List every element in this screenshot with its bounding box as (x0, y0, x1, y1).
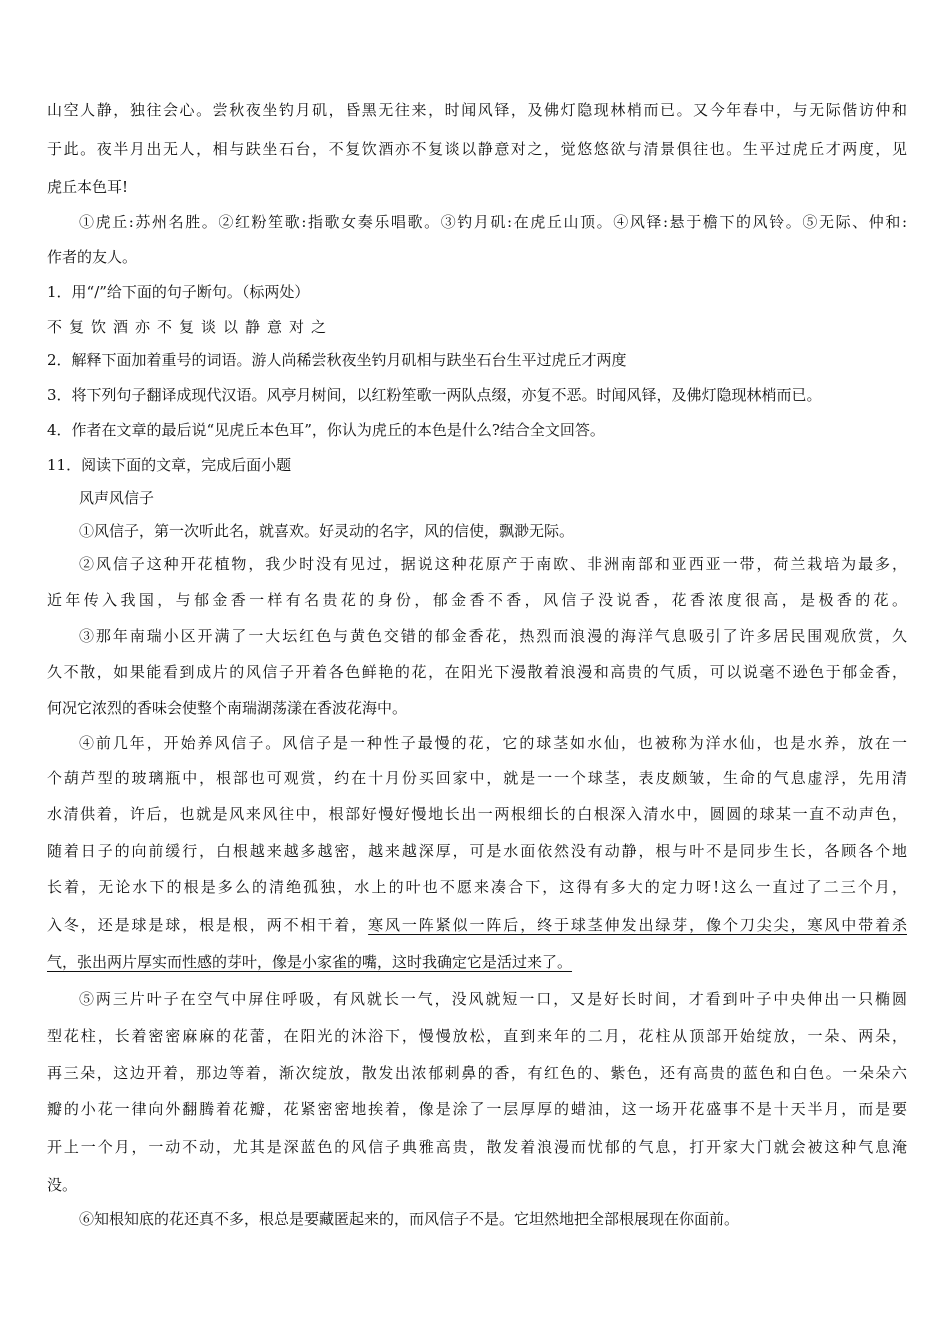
question-3: 3．将下列句子翻译成现代汉语。风亭月树间，以红粉笙歌一两队点缀，亦复不恶。时闻风铎，及佛灯隐现林梢而已。 (47, 386, 822, 404)
paragraph-5-line: 瓣的小花一律向外翻腾着花瓣，花紧密密地挨着，像是涂了一层厚厚的蜡油，这一场开花盛事不是十天半月，而是要 (47, 1100, 907, 1118)
paragraph-3-line: ③那年南瑞小区开满了一大坛红色与黄色交错的郁金香花，热烈而浪漫的海洋气息吸引了许多居民围观欣赏，久 (79, 627, 907, 645)
paragraph-2-line: 近年传入我国，与郁金香一样有名贵花的身份，郁金香不香，风信子没说香，花香浓度很高，是极香的花。 (47, 591, 907, 609)
paragraph-2-line: ②风信子这种开花植物，我少时没有见过，据说这种花原产于南欧、非洲南部和亚西亚一带，荷兰栽培为最多， (79, 555, 907, 573)
question-1-sentence: 不复饮酒亦不复谈以静意对之 (47, 318, 334, 336)
paragraph-1: ①风信子，第一次听此名，就喜欢。好灵动的名字，风的信使，飘渺无际。 (79, 522, 575, 540)
paragraph-5-line: ⑤两三片叶子在空气中屏住呼吸，有风就长一气，没风就短一口，又是好长时间，才看到叶子中央伸出一只椭圆 (79, 990, 907, 1008)
paragraph-6: ⑥知根知底的花还真不多，根总是要藏匿起来的，而风信子不是。它坦然地把全部根展现在你面前。 (79, 1210, 740, 1228)
question-1: 1．用“/”给下面的句子断句。（标两处） (47, 283, 310, 301)
paragraph-3-line: 何况它浓烈的香味会使整个南瑞湖荡漾在香波花海中。 (47, 699, 408, 717)
underlined-sentence: 寒风一阵紧似一阵后，终于球茎伸发出绿芽，像个刀尖尖，寒风中带着杀 (368, 916, 907, 934)
question-2: 2．解释下面加着重号的词语。游人尚稀尝秋夜坐钓月矶相与趺坐石台生平过虎丘才两度 (47, 351, 627, 369)
question-4: 4．作者在文章的最后说“见虎丘本色耳”，你认为虎丘的本色是什么?结合全文回答。 (47, 421, 605, 439)
passage-line: 山空人静，独往会心。尝秋夜坐钓月矶，昏黑无往来，时闻风铎，及佛灯隐现林梢而已。又今年春中，与无际偕访仲和 (47, 101, 907, 119)
passage-line: 虎丘本色耳! (47, 178, 129, 196)
question-11-heading: 11．阅读下面的文章，完成后面小题 (47, 456, 292, 474)
paragraph-4-plain-text: 入冬，还是球是球，根是根，两不相干着， (47, 916, 369, 934)
paragraph-4-line: ④前几年，开始养风信子。风信子是一种性子最慢的花，它的球茎如水仙，也被称为洋水仙，也是水养，放在一 (79, 734, 907, 752)
underlined-sentence: 气，张出两片厚实而性感的芽叶，像是小家雀的嘴，这时我确定它是活过来了。 (47, 953, 573, 971)
article-title: 风声风信子 (79, 489, 155, 507)
paragraph-4-line: 个葫芦型的玻璃瓶中，根部也可观赏，约在十月份买回家中，就是一一个球茎，表皮颇皱，生命的气息虚浮，先用清 (47, 769, 907, 787)
annotation-notes: ①虎丘:苏州名胜。②红粉笙歌:指歌女奏乐唱歌。③钓月矶:在虎丘山顶。④风铎:悬于檐下的风铃。⑤无际、仲和: (79, 213, 907, 231)
paragraph-5-line: 型花柱，长着密密麻麻的花蕾，在阳光的沐浴下，慢慢放松，直到来年的二月，花柱从顶部开始绽放，一朵、两朵， (47, 1027, 907, 1045)
paragraph-3-line: 久不散，如果能看到成片的风信子开着各色鲜艳的花，在阳光下漫散着浪漫和高贵的气质，可以说毫不逊色于郁金香， (47, 663, 907, 681)
paragraph-5-line: 没。 (47, 1176, 78, 1194)
paragraph-4-line (47, 914, 907, 936)
paragraph-4-line: 随着日子的向前缓行，白根越来越多越密，越来越深厚，可是水面依然没有动静，根与叶不是同步生长，各顾各个地 (47, 842, 907, 860)
paragraph-5-line: 再三朵，这边开着，那边等着，渐次绽放，散发出浓郁刺鼻的香，有红色的、紫色，还有高贵的蓝色和白色。一朵朵六 (47, 1064, 907, 1082)
passage-line: 于此。夜半月出无人，相与趺坐石台，不复饮酒亦不复谈以静意对之，觉悠悠欲与清景俱往也。生平过虎丘才两度，见 (47, 140, 907, 158)
annotation-notes: 作者的友人。 (47, 248, 138, 266)
paragraph-4-line: 水清供着，许后，也就是风来风往中，根部好慢好慢地长出一两根细长的白根深入清水中，圆圆的球某一直不动声色， (47, 805, 907, 823)
paragraph-5-line: 开上一个月，一动不动，尤其是深蓝色的风信子典雅高贵，散发着浪漫而忧郁的气息，打开家大门就会被这种气息淹 (47, 1138, 907, 1156)
paragraph-4-line: 长着，无论水下的根是多么的清绝孤独，水上的叶也不愿来凑合下，这得有多大的定力呀!这么一直过了二三个月， (47, 878, 907, 896)
